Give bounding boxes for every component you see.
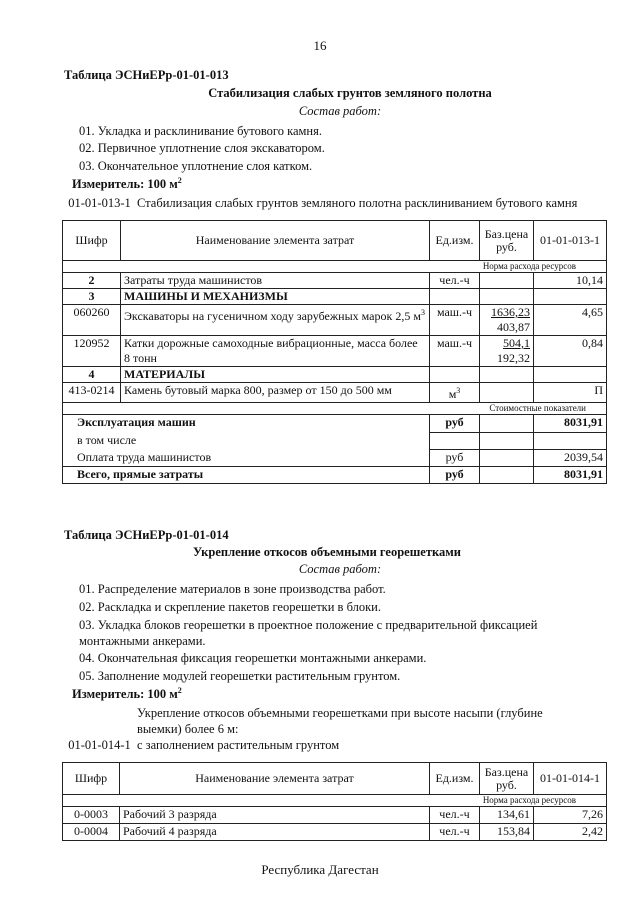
table-2-measure: Измеритель: 100 $м^2$ bbox=[72, 686, 182, 702]
header-unit: Ед.изм. bbox=[430, 763, 480, 795]
table-row: в том числе bbox=[63, 433, 607, 450]
table-1-code-desc: Стабилизация слабых грунтов земляного полотна расклиниванием бутового камня bbox=[137, 196, 578, 210]
table-1-measure: Измеритель: 100 $м^2$ bbox=[72, 176, 182, 192]
table-1-code: 01-01-013-1 bbox=[68, 196, 131, 210]
header-code: 01-01-014-1 bbox=[534, 763, 607, 795]
table-row: 4 МАТЕРИАЛЫ bbox=[63, 367, 607, 383]
table-row: 0-0004 Рабочий 4 разряда чел.-ч 153,84 2,42 bbox=[63, 824, 607, 841]
table-1-step-2: 02. Первичное уплотнение слоя экскаватором. bbox=[79, 141, 325, 155]
table-2-heading: Укрепление откосов объемными георешетками bbox=[193, 545, 461, 559]
header-code: 01-01-013-1 bbox=[534, 221, 607, 261]
page-footer: Республика Дагестан bbox=[261, 862, 379, 877]
table-2-sostav-label: Состав работ: bbox=[298, 562, 382, 576]
table-1-sostav-label: Состав работ: bbox=[298, 104, 382, 118]
table-1-step-1: 01. Укладка и расклинивание бутового камня. bbox=[79, 124, 322, 138]
norm-label: Норма расхода ресурсов bbox=[63, 261, 607, 273]
table-2-title: Таблица ЭСНиЕРр-01-01-014 bbox=[64, 528, 229, 542]
table-1-step-3: 03. Окончательное уплотнение слоя катком. bbox=[79, 159, 313, 173]
header-shifr: Шифр bbox=[63, 221, 121, 261]
table-row: 120952 Катки дорожные самоходные вибрационные, масса более 8 тонн маш.-ч 504,1 192,32 0,84 bbox=[63, 336, 607, 367]
table-row: Оплата труда машинистов руб 2039,54 bbox=[63, 450, 607, 467]
table-2-step-4: 04. Окончательная фиксация георешетки монтажными анкерами. bbox=[79, 651, 427, 665]
norm-label: Норма расхода ресурсов bbox=[63, 795, 607, 807]
table-row bbox=[63, 403, 607, 415]
table-row bbox=[63, 261, 607, 273]
page-number: 16 bbox=[313, 38, 327, 53]
table-2-step-5: 05. Заполнение модулей георешетки растительным грунтом. bbox=[79, 669, 401, 683]
table-row: Эксплуатация машин руб 8031,91 bbox=[63, 415, 607, 433]
header-base-price: Баз.цена руб. bbox=[480, 763, 534, 795]
table-1-heading: Стабилизация слабых грунтов земляного полотна bbox=[208, 86, 492, 100]
table-row: 413-0214 Камень бутовый марка 800, размер от 150 до 500 мм $м^3$ П bbox=[63, 383, 607, 403]
table-2-step-1: 01. Распределение материалов в зоне производства работ. bbox=[79, 582, 386, 596]
header-base-price: Баз.цена руб. bbox=[480, 221, 534, 261]
table-1-title: Таблица ЭСНиЕРр-01-01-013 bbox=[64, 68, 229, 82]
table-row: 0-0003 Рабочий 3 разряда чел.-ч 134,61 7,26 bbox=[63, 807, 607, 824]
header-shifr: Шифр bbox=[63, 763, 120, 795]
table-row: 2 Затраты труда машинистов чел.-ч 10,14 bbox=[63, 273, 607, 289]
table-row: Всего, прямые затраты руб 8031,91 bbox=[63, 467, 607, 484]
header-name: Наименование элемента затрат bbox=[120, 763, 430, 795]
table-row: 060260 Экскаваторы на гусеничном ходу зарубежных марок 2,5 $м^3$ маш.-ч 1636,23 403,87 4,65 bbox=[63, 305, 607, 336]
cost-label: Стоимостные показатели bbox=[63, 403, 607, 415]
table-2-intro: Укрепление откосов объемными георешетками при высоте насыпи (глубине выемки) более 6 м: bbox=[137, 706, 543, 736]
table-row: 3 МАШИНЫ И МЕХАНИЗМЫ bbox=[63, 289, 607, 305]
table-2-step-2: 02. Раскладка и скрепление пакетов георешетки в блоки. bbox=[79, 600, 381, 614]
table-row bbox=[63, 221, 607, 261]
table-2-code: 01-01-014-1 bbox=[68, 738, 131, 752]
table-row bbox=[63, 795, 607, 807]
table-2-code-line bbox=[62, 738, 622, 753]
table-1-code-line bbox=[62, 196, 622, 211]
header-name: Наименование элемента затрат bbox=[121, 221, 430, 261]
header-unit: Ед.изм. bbox=[430, 221, 480, 261]
table-2-step-3: 03. Укладка блоков георешетки в проектное положение с предварительной фиксацией монтажными анкерами. bbox=[79, 618, 538, 648]
table-2-code-desc: с заполнением растительным грунтом bbox=[137, 738, 340, 752]
table-row bbox=[63, 763, 607, 795]
table-2 bbox=[62, 762, 607, 841]
table-1 bbox=[62, 220, 607, 484]
